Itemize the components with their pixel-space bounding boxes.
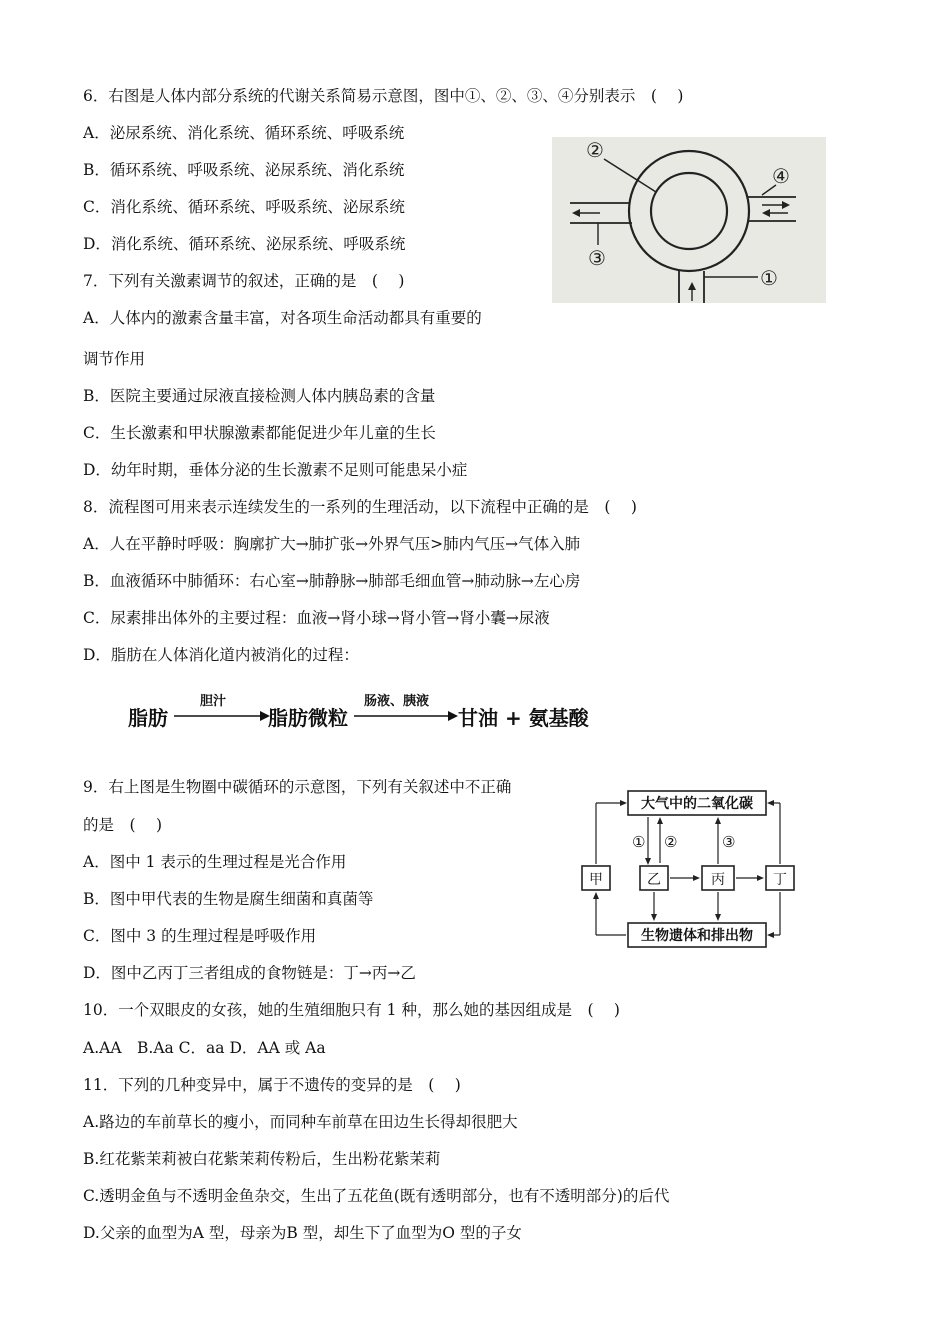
- q9-option-a: A．图中 1 表示的生理过程是光合作用: [83, 853, 347, 871]
- fig6-label-3: ③: [588, 246, 606, 270]
- q11-option-a: A.路边的车前草长的瘦小，而同种车前草在田边生长得却很肥大: [83, 1113, 518, 1131]
- q9-option-c: C．图中 3 的生理过程是呼吸作用: [83, 927, 317, 945]
- fig9-atmosphere: 大气中的二氧化碳: [641, 796, 753, 812]
- q8-option-b: B．血液循环中肺循环：右心室→肺静脉→肺部毛细血管→肺动脉→左心房: [83, 572, 581, 590]
- formula-fat-droplets: 脂肪微粒: [268, 706, 348, 730]
- q11-option-c: C.透明金鱼与不透明金鱼杂交，生出了五花鱼(既有透明部分，也有不透明部分)的后代: [83, 1187, 670, 1205]
- formula-bile-label: 胆汁: [200, 694, 227, 709]
- q8-option-d: D．脂肪在人体消化道内被消化的过程：: [83, 646, 359, 664]
- q11-option-b: B.红花紫茉莉被白花紫茉莉传粉后，生出粉花紫茉莉: [83, 1150, 441, 1168]
- fig6-label-2: ②: [586, 138, 604, 162]
- q6-stem: 6．右图是人体内部分系统的代谢关系简易示意图，图中①、②、③、④分别表示 ( ): [83, 87, 684, 105]
- q10-options: A.AA B.Aa C．aa D．AA 或 Aa: [83, 1039, 326, 1057]
- q11-option-d: D.父亲的血型为A 型，母亲为B 型，却生下了血型为O 型的子女: [83, 1224, 522, 1242]
- fig9-jia: 甲: [589, 872, 603, 888]
- q9-stem-continued: 的是 ( ): [83, 816, 163, 834]
- q9-option-d: D．图中乙丙丁三者组成的食物链是：丁→丙→乙: [83, 964, 416, 982]
- q7-option-a-continued: 调节作用: [83, 350, 146, 368]
- fig9-num-2: ②: [664, 833, 678, 851]
- q9-option-b: B．图中甲代表的生物是腐生细菌和真菌等: [83, 890, 374, 908]
- fig9-yi: 乙: [647, 872, 661, 888]
- fat-digestion-formula: [128, 690, 608, 734]
- fig9-num-3: ③: [722, 833, 736, 851]
- q6-option-c: C．消化系统、循环系统、呼吸系统、泌尿系统: [83, 198, 405, 216]
- fig9-ding: 丁: [773, 872, 787, 888]
- fig9-num-1: ①: [632, 833, 646, 851]
- formula-juices-label: 肠液、胰液: [364, 694, 430, 709]
- q11-stem: 11．下列的几种变异中，属于不遗传的变异的是 ( ): [83, 1076, 461, 1094]
- metabolism-diagram: [552, 137, 826, 303]
- fig9-bing: 丙: [711, 872, 725, 888]
- q6-option-a: A．泌尿系统、消化系统、循环系统、呼吸系统: [83, 124, 405, 142]
- q6-option-b: B．循环系统、呼吸系统、泌尿系统、消化系统: [83, 161, 405, 179]
- formula-fat: 脂肪: [128, 706, 168, 730]
- fig6-label-1: ①: [760, 266, 778, 290]
- q9-stem: 9．右上图是生物圈中碳循环的示意图，下列有关叙述中不正确: [83, 778, 512, 796]
- q7-option-c: C．生长激素和甲状腺激素都能促进少年儿童的生长: [83, 424, 436, 442]
- q8-stem: 8．流程图可用来表示连续发生的一系列的生理活动，以下流程中正确的是 ( ): [83, 498, 637, 516]
- q8-option-a: A．人在平静时呼吸：胸廓扩大→肺扩张→外界气压>肺内气压→气体入肺: [83, 535, 581, 553]
- q7-option-a: A．人体内的激素含量丰富，对各项生命活动都具有重要的: [83, 309, 482, 327]
- q7-stem: 7．下列有关激素调节的叙述，正确的是 ( ): [83, 272, 405, 290]
- formula-products: 甘油 + 氨基酸: [458, 706, 589, 730]
- q7-option-b: B．医院主要通过尿液直接检测人体内胰岛素的含量: [83, 387, 436, 405]
- formula-arrow-1: [174, 710, 270, 722]
- fig6-label-4: ④: [772, 164, 790, 188]
- formula-arrow-2: [354, 710, 458, 722]
- fig9-remains: 生物遗体和排出物: [641, 928, 753, 944]
- q10-stem: 10．一个双眼皮的女孩，她的生殖细胞只有 1 种，那么她的基因组成是 ( ): [83, 1001, 620, 1019]
- q6-option-d: D．消化系统、循环系统、泌尿系统、呼吸系统: [83, 235, 406, 253]
- q8-option-c: C．尿素排出体外的主要过程：血液→肾小球→肾小管→肾小囊→尿液: [83, 609, 550, 627]
- q7-option-d: D．幼年时期，垂体分泌的生长激素不足则可能患呆小症: [83, 461, 468, 479]
- carbon-cycle-diagram: [578, 787, 814, 957]
